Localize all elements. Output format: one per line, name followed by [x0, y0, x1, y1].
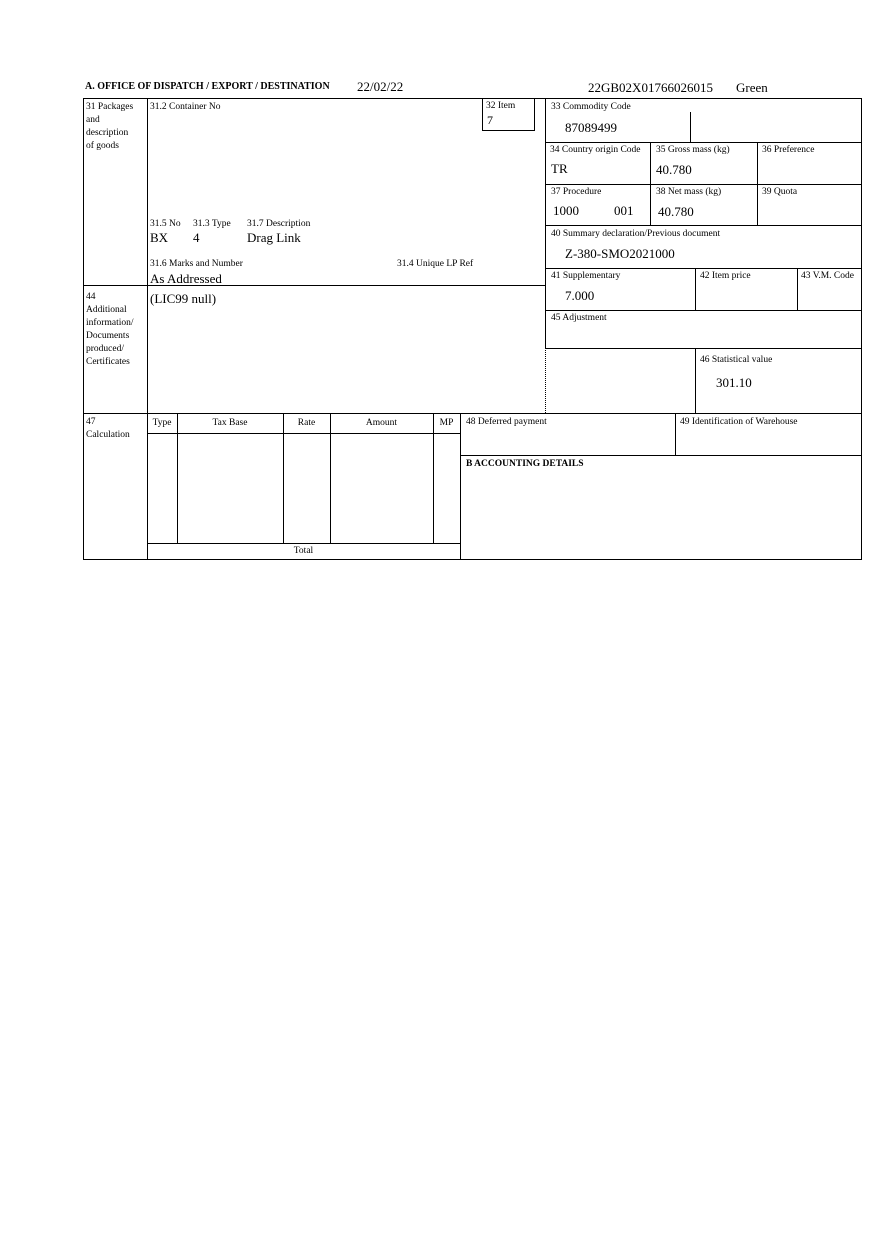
statistical-value-value: 301.10	[716, 375, 752, 390]
packages-type-label: 31.3 Type	[193, 219, 231, 229]
calc-col-tax-base: Tax Base	[212, 418, 248, 428]
goods-description-value: Drag Link	[247, 230, 301, 245]
calc-total-topline	[147, 543, 460, 544]
form-outer-border	[83, 98, 862, 560]
divider-label-column	[147, 98, 148, 560]
country-origin-label: 34 Country origin Code	[550, 145, 641, 155]
divider-under-box40	[545, 268, 862, 269]
vm-code-label: 43 V.M. Code	[801, 271, 854, 281]
gross-mass-label: 35 Gross mass (kg)	[656, 145, 730, 155]
additional-information-value: (LIC99 null)	[150, 291, 217, 306]
adjustment-label: 45 Adjustment	[551, 313, 607, 323]
commodity-code-label: 33 Commodity Code	[551, 102, 631, 112]
box47-side-label-line1: 47	[86, 417, 96, 427]
commodity-code-value: 87089499	[565, 120, 617, 135]
item-number-label: 32 Item	[486, 101, 516, 111]
divider-under-row41	[545, 310, 862, 311]
box31-side-label-line3: description	[86, 128, 129, 138]
net-mass-label: 38 Net mass (kg)	[656, 187, 722, 197]
divider-calculation-top	[83, 413, 862, 414]
divider-42-43	[797, 268, 798, 310]
box31-side-label-line4: of goods	[86, 141, 119, 151]
divider-under-box33	[545, 142, 862, 143]
calc-col-type: Type	[152, 418, 172, 428]
divider-under-row37	[545, 225, 862, 226]
box31-side-label-line1: 31 Packages	[86, 102, 134, 112]
item-price-label: 42 Item price	[700, 271, 751, 281]
gross-mass-value: 40.780	[656, 162, 692, 177]
calc-col-mp: MP	[439, 418, 454, 428]
calc-col-amount: Amount	[365, 418, 398, 428]
box47-side-label-line2: Calculation	[86, 430, 130, 440]
calc-total-label: Total	[293, 546, 314, 556]
divider-calc-accounting	[460, 413, 461, 560]
country-origin-value: TR	[551, 161, 568, 176]
box31-side-label-line2: and	[86, 115, 100, 125]
statistical-value-label: 46 Statistical value	[700, 355, 773, 365]
commodity-code-separator	[690, 112, 691, 142]
divider-48-49	[675, 413, 676, 455]
warehouse-id-label: 49 Identification of Warehouse	[680, 417, 798, 427]
unique-lp-ref-label: 31.4 Unique LP Ref	[397, 259, 474, 269]
box46-left-border	[695, 348, 696, 413]
calc-header-underline	[147, 433, 460, 434]
box44-side-label-line5: produced/	[86, 344, 124, 354]
declaration-date: 22/02/22	[357, 79, 404, 94]
container-no-label: 31.2 Container No	[150, 102, 221, 112]
packages-no-label: 31.5 No	[150, 219, 181, 229]
quota-label: 39 Quota	[762, 187, 798, 197]
calc-col-rate: Rate	[297, 418, 316, 428]
net-mass-value: 40.780	[658, 204, 694, 219]
procedure-value-2: 001	[614, 203, 634, 218]
divider-under-row48	[460, 455, 862, 456]
marks-and-number-value: As Addressed	[150, 271, 222, 286]
box44-side-label-line1: 44	[86, 292, 96, 302]
preference-label: 36 Preference	[762, 145, 815, 155]
goods-description-label: 31.7 Description	[247, 219, 311, 229]
procedure-value-1: 1000	[553, 203, 579, 218]
box44-side-label-line6: Certificates	[86, 357, 130, 367]
marks-and-number-label: 31.6 Marks and Number	[150, 259, 243, 269]
item-number-value: 7	[487, 113, 493, 127]
divider-mid-column-dotted	[545, 348, 546, 413]
box44-side-label-line2: Additional	[86, 305, 127, 315]
box44-side-label-line4: Documents	[86, 331, 130, 341]
divider-under-box45	[545, 348, 862, 349]
packages-no-value: BX	[150, 230, 169, 245]
deferred-payment-label: 48 Deferred payment	[466, 417, 547, 427]
supplementary-units-label: 41 Supplementary	[551, 271, 621, 281]
accounting-details-label: B ACCOUNTING DETAILS	[466, 459, 584, 469]
summary-declaration-value: Z-380-SMO2021000	[565, 246, 675, 261]
procedure-label: 37 Procedure	[551, 187, 602, 197]
summary-declaration-label: 40 Summary declaration/Previous document	[551, 229, 721, 239]
box44-side-label-line3: information/	[86, 318, 134, 328]
packages-type-value: 4	[193, 230, 200, 245]
office-of-dispatch-label: A. OFFICE OF DISPATCH / EXPORT / DESTINATION	[85, 81, 330, 92]
movement-reference-number: 22GB02X01766026015	[588, 80, 713, 95]
supplementary-units-value: 7.000	[565, 288, 595, 303]
routing-status: Green	[736, 80, 768, 95]
divider-under-row34	[545, 184, 862, 185]
divider-41-42	[695, 268, 696, 310]
